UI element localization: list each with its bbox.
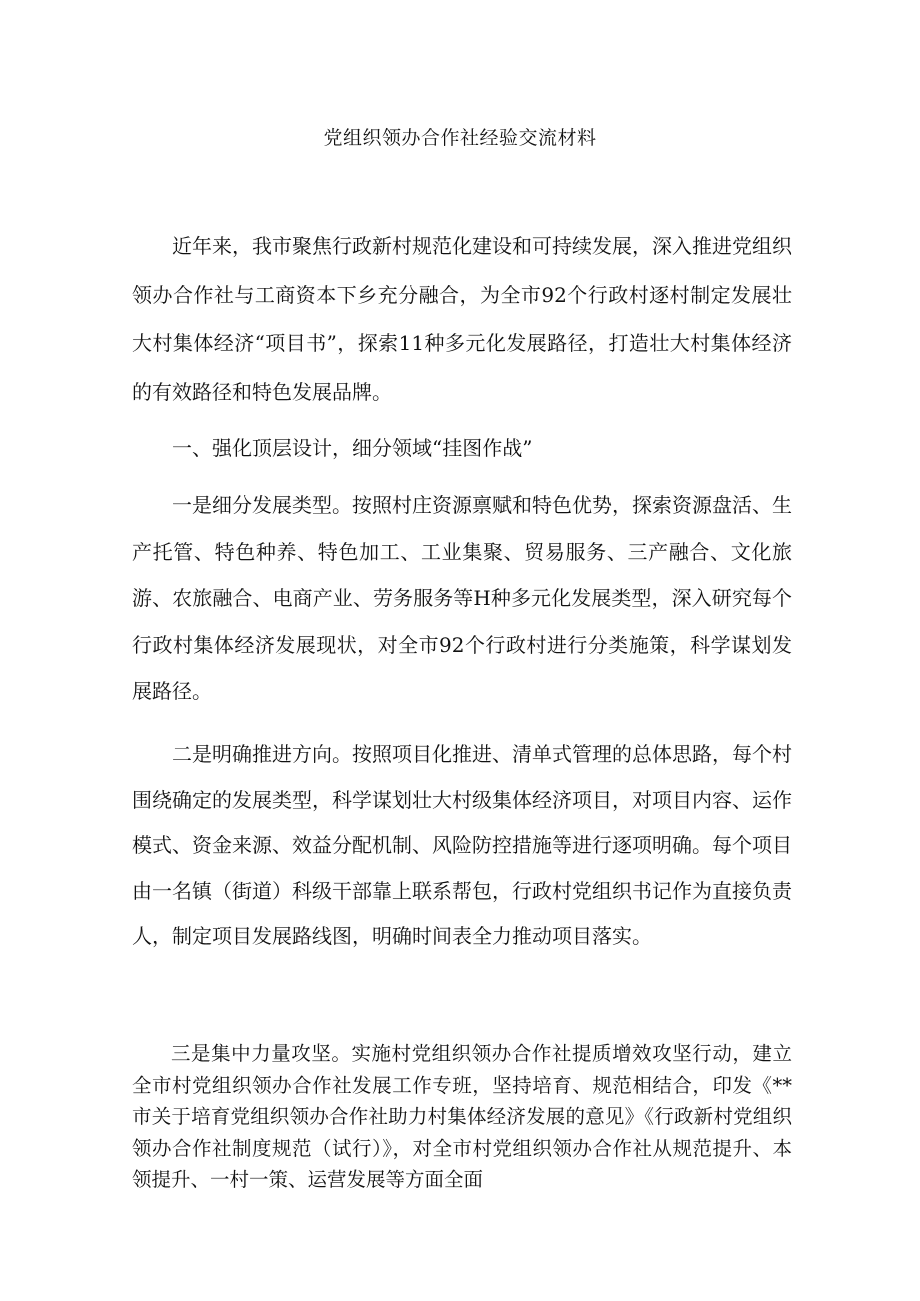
document-title: 党组织领办合作社经验交流材料 <box>323 127 597 149</box>
paragraph-development-types: 一是细分发展类型。按照村庄资源禀赋和特色优势，探索资源盘活、生产托管、特色种养、特色加工、工业集聚、贸易服务、三产融合、文化旅游、农旅融合、电商产业、劳务服务等H种多元化发展类型，深入研究每个行政村集体经济发展现状，对全市92个行政村进行分类施策，科学谋划发展路径。 <box>132 493 792 703</box>
section-heading-1: 一、强化顶层设计，细分领域“挂图作战” <box>172 436 533 460</box>
paragraph-promotion-direction: 二是明确推进方向。按照项目化推进、清单式管理的总体思路，每个村围绕确定的发展类型，科学谋划壮大村级集体经济项目，对项目内容、运作模式、资金来源、效益分配机制、风险防控措施等进行逐项明确。每个项目由一名镇（街道）科级干部靠上联系帮包，行政村党组织书记作为直接负责人，制定项目发展路线图，明确时间表全力推动项目落实。 <box>132 742 792 948</box>
intro-paragraph: 近年来，我市聚焦行政新村规范化建设和可持续发展，深入推进党组织领办合作社与工商资本下乡充分融合，为全市92个行政村逐村制定发展壮大村集体经济“项目书”，探索11种多元化发展路径，打造壮大村集体经济的有效路径和特色发展品牌。 <box>132 234 792 404</box>
paragraph-concentrated-effort: 三是集中力量攻坚。实施村党组织领办合作社提质增效攻坚行动，建立全市村党组织领办合作社发展工作专班，坚持培育、规范相结合，印发《**市关于培育党组织领办合作社助力村集体经济发展的意见》《行政新村党组织领办合作社制度规范（试行）》，对全市村党组织领办合作社从规范提升、本领提升、一村一策、运营发展等方面全面 <box>132 1042 792 1191</box>
